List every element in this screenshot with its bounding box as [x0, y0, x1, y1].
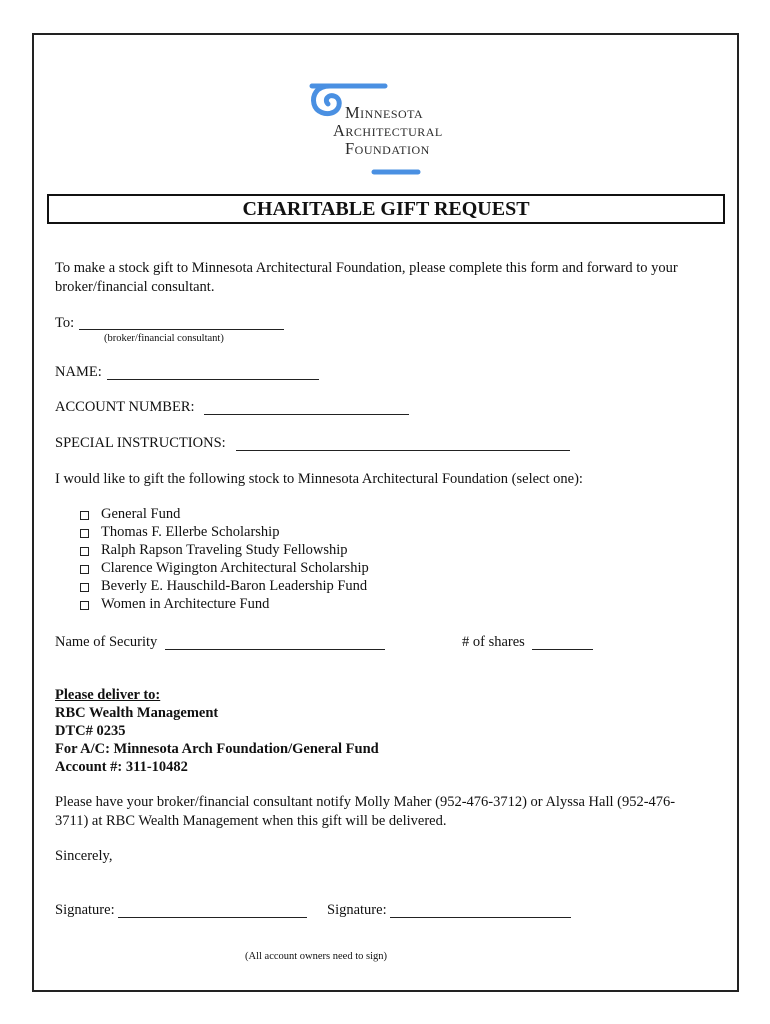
intro-line-2: broker/financial consultant.	[55, 279, 215, 295]
logo-line-2: Architectural	[333, 121, 443, 140]
to-label: To:	[55, 315, 75, 331]
special-instructions-label: SPECIAL INSTRUCTIONS:	[55, 435, 226, 451]
special-instructions-field[interactable]	[236, 450, 570, 451]
checkbox-wigington-scholarship[interactable]	[80, 565, 89, 574]
checkbox-women-in-architecture-fund[interactable]	[80, 601, 89, 610]
deliver-line-2: DTC# 0235	[55, 723, 126, 739]
deliver-line-4: Account #: 311-10482	[55, 759, 188, 775]
name-label: NAME:	[55, 364, 102, 380]
shares-label: # of shares	[462, 634, 525, 650]
account-number-field[interactable]	[204, 414, 409, 415]
checkbox-rapson-fellowship[interactable]	[80, 547, 89, 556]
checkbox-general-fund[interactable]	[80, 511, 89, 520]
checkbox-ellerbe-scholarship[interactable]	[80, 529, 89, 538]
gift-prompt: I would like to gift the following stock to Minnesota Architectural Foundation (select one):	[55, 471, 583, 487]
security-name-label: Name of Security	[55, 634, 158, 650]
deliver-line-3: For A/C: Minnesota Arch Foundation/General Fund	[55, 741, 379, 757]
logo-line-1: Minnesota	[345, 103, 424, 122]
security-name-field[interactable]	[165, 649, 385, 650]
to-sublabel: (broker/financial consultant)	[104, 333, 224, 344]
shares-field[interactable]	[532, 649, 593, 650]
signature-label-1: Signature:	[55, 902, 115, 918]
form-title: CHARITABLE GIFT REQUEST	[47, 194, 725, 224]
checkbox-hauschild-baron-fund[interactable]	[80, 583, 89, 592]
logo-line-3: Foundation	[345, 139, 430, 158]
fund-option-label: Beverly E. Hauschild-Baron Leadership Fund	[101, 578, 368, 594]
signature-field-1[interactable]	[118, 917, 307, 918]
notify-line-1: Please have your broker/financial consultant notify Molly Maher (952-476-3712) or Alyssa Hall (952-476-	[55, 794, 676, 810]
deliver-line-1: RBC Wealth Management	[55, 705, 219, 721]
signature-field-2[interactable]	[390, 917, 571, 918]
fund-option-label: Ralph Rapson Traveling Study Fellowship	[101, 542, 348, 558]
signature-note: (All account owners need to sign)	[245, 951, 388, 962]
intro-line-1: To make a stock gift to Minnesota Architectural Foundation, please complete this form and forward to your	[55, 260, 678, 276]
signature-label-2: Signature:	[327, 902, 387, 918]
fund-option-label: Thomas F. Ellerbe Scholarship	[101, 524, 280, 540]
closing: Sincerely,	[55, 848, 113, 864]
fund-option-label: Clarence Wigington Architectural Scholarship	[101, 560, 369, 576]
notify-line-2: 3711) at RBC Wealth Management when this gift will be delivered.	[55, 813, 447, 829]
deliver-heading: Please deliver to:	[55, 687, 161, 703]
fund-option-label: General Fund	[101, 506, 181, 522]
account-number-label: ACCOUNT NUMBER:	[55, 399, 195, 415]
to-field[interactable]	[79, 329, 284, 330]
name-field[interactable]	[107, 379, 319, 380]
fund-option-label: Women in Architecture Fund	[101, 596, 270, 612]
